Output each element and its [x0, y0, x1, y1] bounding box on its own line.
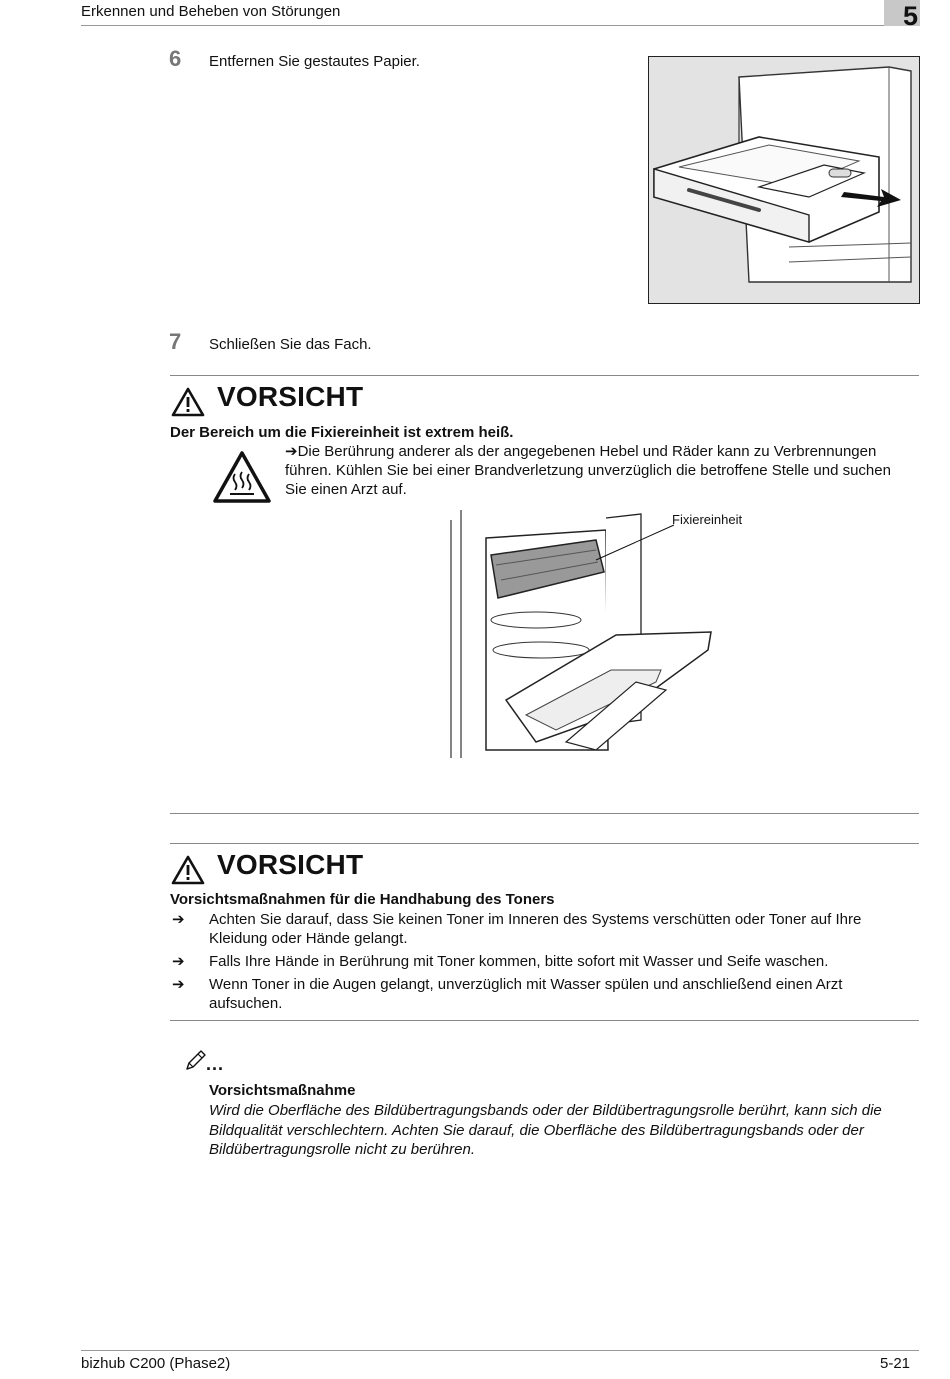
- bullet-arrow: ➔: [172, 976, 185, 993]
- section-rule: [170, 1020, 919, 1021]
- section-rule: [170, 813, 919, 814]
- caution-line: ➔Die Berührung anderer als der angegebenen Hebel und Räder kann zu Verbrennungen: [285, 443, 877, 460]
- bullet-text: aufsuchen.: [209, 995, 283, 1012]
- caution-heading: Der Bereich um die Fixiereinheit ist extrem heiß.: [170, 424, 514, 441]
- caution-line: Sie einen Arzt auf.: [285, 481, 407, 498]
- hot-surface-icon: [212, 450, 272, 505]
- footer-rule: [81, 1350, 919, 1351]
- header-rule: [81, 25, 884, 26]
- step-text: Schließen Sie das Fach.: [209, 336, 372, 353]
- caution-title: VORSICHT: [217, 381, 364, 412]
- footer-page-number: 5-21: [880, 1355, 911, 1372]
- paper-tray-illustration: [648, 56, 920, 304]
- bullet-arrow: ➔: [172, 911, 185, 928]
- step-text: Entfernen Sie gestautes Papier.: [209, 53, 420, 70]
- section-rule: [170, 375, 919, 376]
- bullet-text: Falls Ihre Hände in Berührung mit Toner kommen, bitte sofort mit Wasser und Seife waschen.: [209, 953, 829, 970]
- footer-product: bizhub C200 (Phase2): [81, 1355, 231, 1372]
- warning-triangle-icon: [171, 855, 205, 885]
- caution-heading: Vorsichtsmaßnahmen für die Handhabung des Toners: [170, 891, 555, 908]
- section-rule: [170, 843, 919, 844]
- bullet-text: Wenn Toner in die Augen gelangt, unverzüglich mit Wasser spülen und anschließend einen Arzt: [209, 976, 843, 993]
- caution-line: führen. Kühlen Sie bei einer Brandverletzung unverzüglich die betroffene Stelle und suchen: [285, 462, 891, 479]
- note-dots: ...: [206, 1054, 225, 1074]
- callout-label: Fixiereinheit: [672, 512, 743, 527]
- note-line: Bildübertragungsrolle nicht zu berühren.: [209, 1141, 475, 1158]
- chapter-number: 5: [902, 1, 918, 31]
- bullet-text: Kleidung oder Hände gelangt.: [209, 930, 408, 947]
- bullet-text: Achten Sie darauf, dass Sie keinen Toner im Inneren des Systems verschütten oder Toner auf Ihre: [209, 911, 862, 928]
- note-line: Bildqualität verschlechtern. Achten Sie darauf, die Oberfläche des Bildübertragungsbands oder der: [209, 1122, 864, 1139]
- pencil-note-icon: [183, 1049, 207, 1073]
- bullet-arrow: ➔: [172, 953, 185, 970]
- step-number: 7: [169, 329, 182, 354]
- running-header-title: Erkennen und Beheben von Störungen: [81, 3, 341, 20]
- note-title: Vorsichtsmaßnahme: [209, 1082, 356, 1099]
- warning-triangle-icon: [171, 387, 205, 417]
- fusing-unit-illustration: [446, 510, 746, 760]
- caution-title: VORSICHT: [217, 849, 364, 880]
- step-number: 6: [169, 46, 182, 71]
- note-line: Wird die Oberfläche des Bildübertragungsbands oder der Bildübertragungsrolle berührt, kann sich die: [209, 1102, 882, 1119]
